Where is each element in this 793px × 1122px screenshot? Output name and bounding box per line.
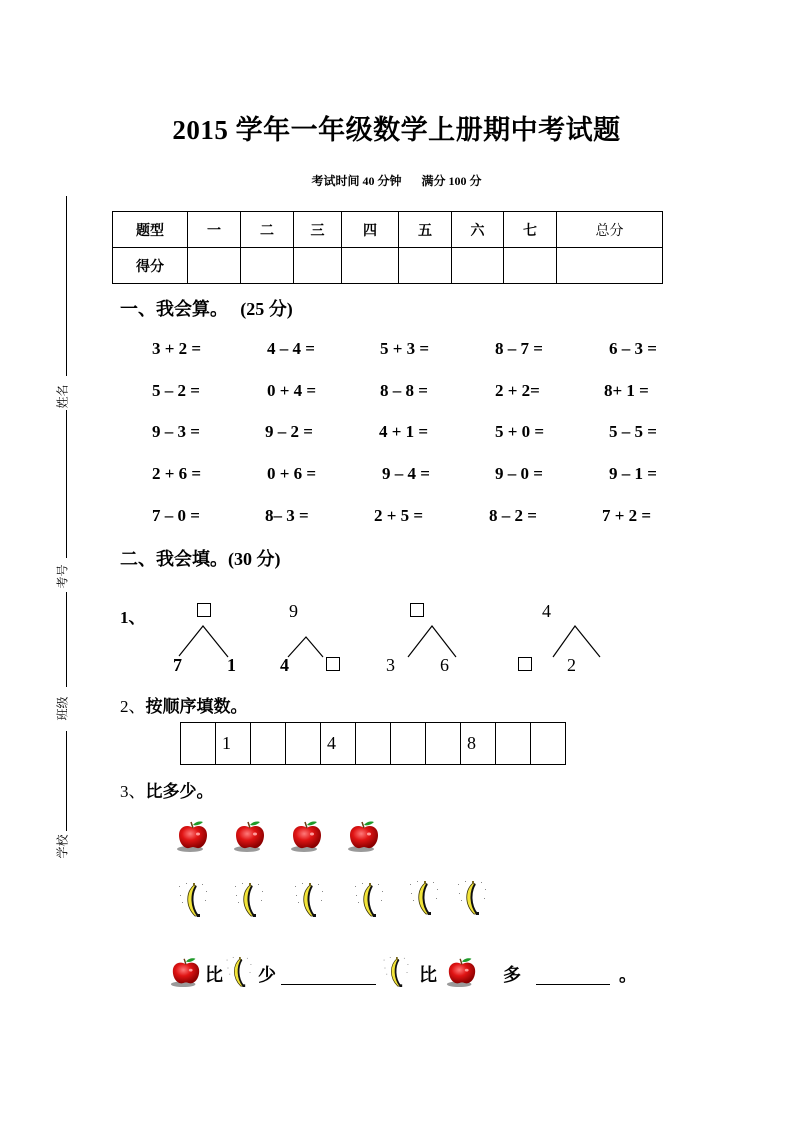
calc-problem: 9 – 0 = [495,464,543,483]
tree-1-left: 7 [173,655,182,675]
banana-icon [407,878,441,918]
side-line-school [66,731,67,831]
q1-number-label: 1、 [120,608,146,627]
calc-problem: 0 + 6 = [267,464,317,483]
tree-1-right: 1 [227,655,236,675]
section-2-title: 二、我会填。 [120,549,228,570]
sequence-cell[interactable] [531,723,566,765]
calc-problem: 8 – 2 = [489,506,537,525]
compare-shao: 少 [258,965,276,986]
exam-title: 2015 学年一年级数学上册期中考试题 [172,115,621,145]
apple-icon [170,956,202,988]
col-2: 二 [241,212,294,248]
tree-1-top-blank[interactable] [197,603,211,617]
q3-number: 3、 [120,782,146,801]
q2-heading [120,692,248,717]
calc-problem: 2 + 2= [495,381,540,400]
sequence-cell[interactable] [181,723,216,765]
full-score: 满分 100 分 [421,174,482,188]
apple-icon [176,819,210,853]
banana-icon [176,880,210,920]
col-5: 五 [399,212,452,248]
q2-number: 2、 [120,697,146,716]
col-4: 四 [342,212,399,248]
banana-icon [381,953,411,991]
section-1-points: (25 分) [240,299,293,319]
side-label-exam-no: 考号 [55,564,70,589]
sequence-cell: 4 [321,723,356,765]
calc-problem: 4 – 4 = [267,339,315,358]
compare-duo: 多 [503,965,521,986]
sequence-cell[interactable] [251,723,286,765]
calc-problem: 2 + 5 = [374,506,424,525]
answer-blank-1[interactable] [281,984,376,985]
sequence-cell[interactable] [496,723,531,765]
col-3: 三 [294,212,342,248]
side-label-school: 学校 [55,834,70,859]
tree-4-left-blank[interactable] [518,657,532,671]
apple-icon [290,819,324,853]
apple-icon [233,819,267,853]
tree-2-right-blank[interactable] [326,657,340,671]
calc-problem: 0 + 4 = [267,381,317,400]
apple-icon [446,956,478,988]
calc-problem: 9 – 3 = [152,422,200,441]
section-1-title: 一、我会算。 [120,299,228,320]
tree-2-left: 4 [280,655,289,675]
tree-4-top: 4 [542,601,551,621]
calc-problem: 8 – 8 = [380,381,428,400]
calc-problem: 8+ 1 = [604,381,649,400]
sequence-cell[interactable] [391,723,426,765]
banana-icon [224,953,254,991]
q3-text: 比多少。 [145,782,214,802]
calc-problem: 8 – 7 = [495,339,543,358]
sequence-table [180,722,566,765]
col-6: 六 [452,212,504,248]
banana-icon [352,880,386,920]
banana-icon [455,878,489,918]
compare-bi-2: 比 [419,965,437,986]
calc-problem: 3 + 2 = [152,339,202,358]
calc-problem: 8– 3 = [265,506,309,525]
banana-icon [292,880,326,920]
row-header-type: 题型 [113,212,188,248]
col-7: 七 [504,212,557,248]
q3-heading [120,777,214,802]
section-2-points: (30 分) [228,549,281,569]
compare-end: 。 [619,965,637,986]
tree-2-top: 9 [289,601,298,621]
sequence-cell[interactable] [286,723,321,765]
calc-problem: 5 – 5 = [609,422,657,441]
sequence-cell: 8 [461,723,496,765]
banana-icon [232,880,266,920]
sequence-cell: 1 [216,723,251,765]
tree-3-right: 6 [440,655,449,675]
sequence-cell[interactable] [356,723,391,765]
calc-problem: 5 – 2 = [152,381,200,400]
row-header-score: 得分 [113,248,188,284]
apple-icon [347,819,381,853]
calc-problem: 2 + 6 = [152,464,202,483]
tree-4-right: 2 [567,655,576,675]
tree-3-top-blank[interactable] [410,603,424,617]
side-label-name: 姓名 [55,384,70,409]
answer-blank-2[interactable] [536,984,610,985]
q2-text: 按顺序填数。 [145,697,248,717]
calc-problem: 5 + 0 = [495,422,545,441]
calc-problem: 7 – 0 = [152,506,200,525]
calc-problem: 6 – 3 = [609,339,657,358]
calc-problem: 4 + 1 = [379,422,429,441]
sequence-cell[interactable] [426,723,461,765]
calc-problem: 9 – 2 = [265,422,313,441]
tree-3-left: 3 [386,655,395,675]
calc-problem: 9 – 4 = [382,464,430,483]
calc-problem: 7 + 2 = [602,506,652,525]
col-1: 一 [188,212,241,248]
exam-time: 考试时间 40 分钟 [311,174,402,188]
side-label-class: 班级 [55,696,70,721]
col-total: 总分 [557,212,663,248]
calc-problem: 5 + 3 = [380,339,430,358]
calc-problem: 9 – 1 = [609,464,657,483]
compare-bi-1: 比 [205,965,223,986]
